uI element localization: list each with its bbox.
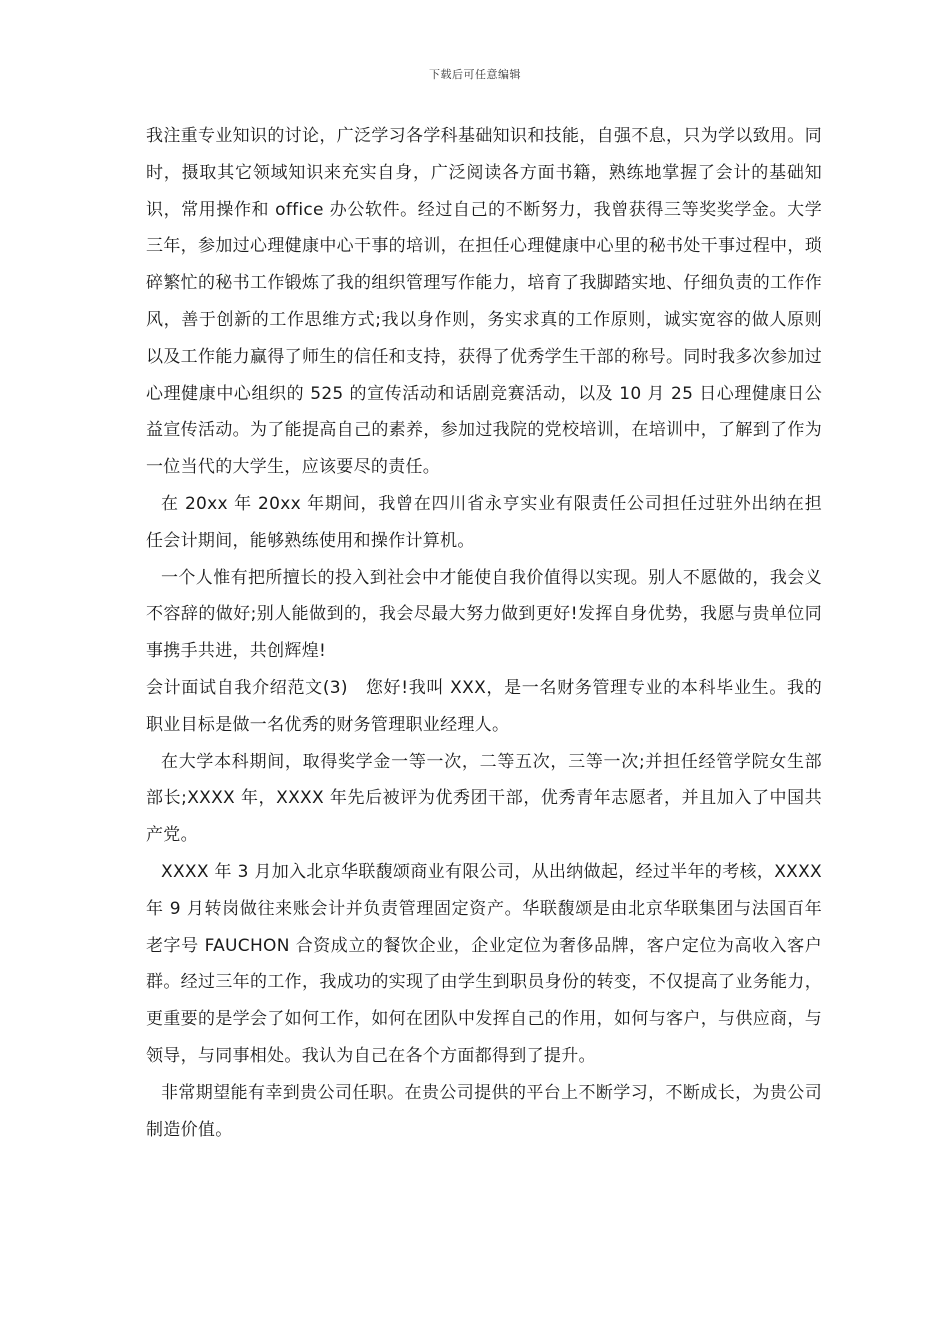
paragraph-cashier-experience: 在 20xx 年 20xx 年期间，我曾在四川省永亨实业有限责任公司担任过驻外出纳在担任会计期间，能够熟练使用和操作计算机。	[146, 493, 822, 551]
document-body	[146, 118, 822, 1148]
paragraph-study: 我注重专业知识的讨论，广泛学习各学科基础知识和技能，自强不息，只为学以致用。同时，摄取其它领域知识来充实自身，广泛阅读各方面书籍，熟练地掌握了会计的基础知识，常用操作和 office 办公软件。经过自己的不断努力，我曾获得三等奖奖学金。大学三年，参加过心理健康中心干事的培训，在担任心理健康中心里的秘书处干事过程中，琐碎繁忙的秘书工作锻炼了我的组织管理写作能力，培育了我脚踏实地、仔细负责的工作作风，善于创新的工作思维方式;我以身作则，务实求真的工作原则，诚实宽容的做人原则以及工作能力赢得了师生的信任和支持，获得了优秀学生干部的称号。同时我多次参加过心理健康中心组织的 525 的宣传活动和话剧竞赛活动，以及 10 月 25 日心理健康日公益宣传活动。为了能提高自己的素养，参加过我院的党校培训，在培训中，了解到了作为一位当代的大学生，应该要尽的责任。	[146, 126, 822, 478]
paragraph-self-value: 一个人惟有把所擅长的投入到社会中才能使自我价值得以实现。别人不愿做的，我会义不容辞的做好;别人能做到的，我会尽最大努力做到更好!发挥自身优势，我愿与贵单位同事携手共进，共创辉煌!	[146, 567, 822, 662]
paragraph-closing: 非常期望能有幸到贵公司任职。在贵公司提供的平台上不断学习，不断成长，为贵公司制造价值。	[146, 1082, 822, 1140]
paragraph-work-experience: XXXX 年 3 月加入北京华联馥颂商业有限公司，从出纳做起，经过半年的考核，XXXX 年 9 月转岗做往来账会计并负责管理固定资产。华联馥颂是由北京华联集团与法国百年老字号 FAUCHON 合资成立的餐饮企业，企业定位为奢侈品牌，客户定位为高收入客户群。经过三年的工作，我成功的实现了由学生到职员身份的转变，不仅提高了业务能力，更重要的是学会了如何工作，如何在团队中发挥自己的作用，如何与客户，与供应商，与领导，与同事相处。我认为自己在各个方面都得到了提升。	[146, 861, 822, 1066]
paragraph-sample-3-intro: 会计面试自我介绍范文(3) 您好!我叫 XXX，是一名财务管理专业的本科毕业生。我的职业目标是做一名优秀的财务管理职业经理人。	[146, 677, 822, 735]
paragraph-university: 在大学本科期间，取得奖学金一等一次，二等五次，三等一次;并担任经管学院女生部部长;XXXX 年，XXXX 年先后被评为优秀团干部，优秀青年志愿者，并且加入了中国共产党。	[146, 751, 822, 846]
page-header-note: 下载后可任意编辑	[429, 68, 521, 81]
